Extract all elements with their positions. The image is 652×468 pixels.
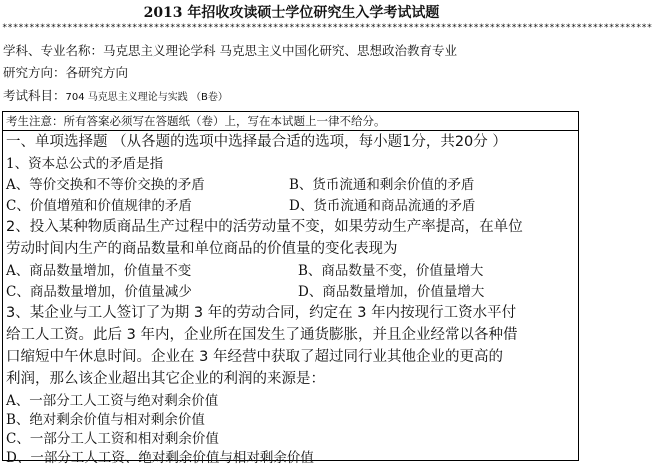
q2-option-c: C、商品数量增加，价值量减少: [6, 284, 192, 300]
q3-stem-line-3: 口缩短中午休息时间。企业在 3 年经营中获取了超过同行业其他企业的更高的: [6, 349, 503, 365]
q3-option-b: B、绝对剩余价值与相对剩余价值: [6, 412, 205, 428]
subject-line: [3, 87, 228, 107]
q1-option-a: A、等价交换和不等价交换的矛盾: [6, 177, 205, 193]
q3-stem-line-1: 3、某企业与工人签订了为期 3 年的劳动合同，约定在 3 年内按现行工资水平付: [6, 305, 517, 321]
q1-option-c: C、价值增殖和价值规律的矛盾: [6, 198, 192, 214]
candidate-notice: 考生注意：所有答案必须写在答题纸（卷）上，写在本试题上一律不给分。: [3, 112, 578, 131]
asterisk-divider: ************************************************************************************************************************: [2, 23, 652, 33]
q2-stem-line-1: 2、投入某种物质商品生产过程中的活劳动量不变，如果劳动生产率提高，在单位: [6, 219, 523, 235]
q3-stem-line-2: 给工人工资。此后 3 年内，企业所在国发生了通货膨胀，并且企业经常以各种借: [6, 327, 518, 343]
q3-option-d: D、一部分工人工资、绝对剩余价值与相对剩余价值: [6, 450, 314, 466]
q3-stem-line-4: 利润，那么该企业超出其它企业的利润的来源是：: [6, 371, 325, 387]
direction-line: 研究方向：各研究方向: [3, 65, 129, 80]
q1-option-d: D、货币流通和商品流通的矛盾: [289, 198, 476, 214]
q3-option-c: C、一部分工人工资和相对剩余价值: [6, 431, 219, 447]
major-line: 学科、专业名称：马克思主义理论学科 马克思主义中国化研究、思想政治教育专业: [3, 43, 457, 58]
subject-code: 704 马克思主义理论与实践 （B卷）: [65, 92, 228, 103]
q1-stem: 1、资本总公式的矛盾是指: [6, 156, 164, 172]
q3-option-a: A、一部分工人工资与绝对剩余价值: [6, 393, 219, 409]
q1-option-b: B、货币流通和剩余价值的矛盾: [289, 177, 475, 193]
q2-option-d: D、商品数量增加，价值量增大: [298, 284, 485, 300]
question-box: [2, 111, 579, 466]
subject-label: 考试科目：: [3, 88, 66, 103]
q2-option-b: B、商品数量不变，价值量增大: [298, 263, 484, 279]
section-title: 一、单项选择题 （从各题的选项中选择最合适的选项，每小题1分，共20分 ）: [6, 134, 507, 150]
q2-option-a: A、商品数量增加，价值量不变: [6, 263, 192, 279]
exam-title: 2013 年招收攻读硕士学位研究生入学考试试题: [143, 5, 440, 21]
q2-stem-line-2: 劳动时间内生产的商品数量和单位商品的价值量的变化表现为: [6, 241, 398, 257]
